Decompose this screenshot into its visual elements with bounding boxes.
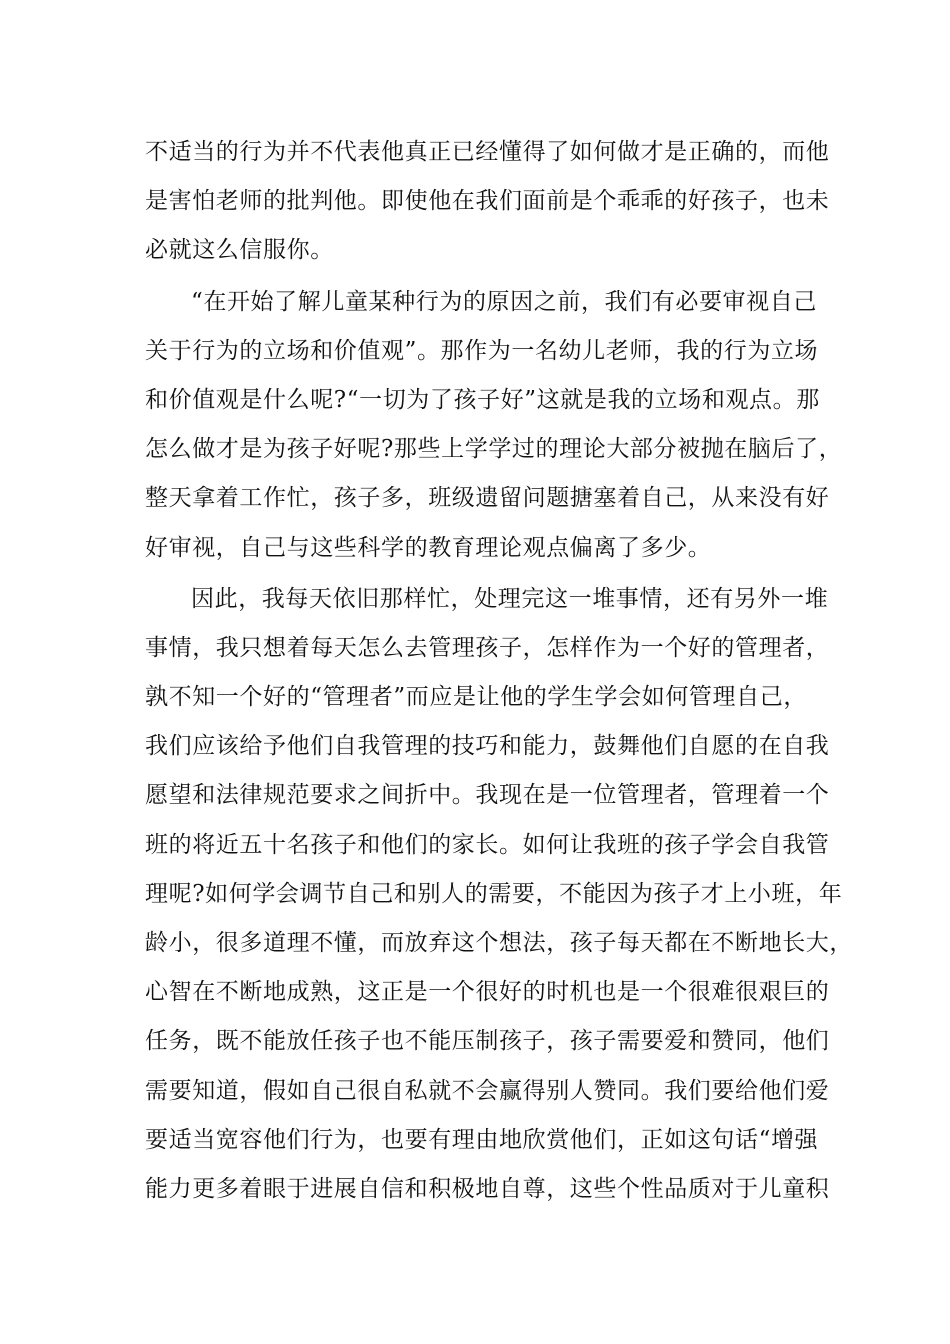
text-line: 和价值观是什么呢?“一切为了孩子好”这就是我的立场和观点。那 [145,386,820,413]
paragraph-1 [145,128,830,276]
text-line: 愿望和法律规范要求之间折中。我现在是一位管理者，管理着一个 [145,782,830,809]
text-line: 因此，我每天依旧那样忙，处理完这一堆事情，还有另外一堆 [191,585,829,612]
text-line: 事情，我只想着每天怎么去管理孩子，怎样作为一个好的管理者， [145,634,830,661]
text-line: 心智在不断地成熟，这正是一个很好的时机也是一个很难很艰巨的 [145,979,830,1006]
text-line: 要适当宽容他们行为，也要有理由地欣赏他们，正如这句话“增强 [145,1126,819,1153]
text-line: 必就这么信服你。 [145,237,334,264]
text-line: 我们应该给予他们自我管理的技巧和能力，鼓舞他们自愿的在自我 [145,733,830,760]
paragraph-2 [145,278,843,573]
text-line: 整天拿着工作忙，孩子多，班级遗留问题搪塞着自己，从来没有好 [145,485,830,512]
text-line: 班的将近五十名孩子和他们的家长。如何让我班的孩子学会自我管 [145,831,830,858]
text-line: 孰不知一个好的“管理者”而应是让他的学生学会如何管理自己， [145,684,807,711]
text-line: 理呢?如何学会调节自己和别人的需要，不能因为孩子才上小班，年 [145,880,843,907]
text-line: 是害怕老师的批判他。即使他在我们面前是个乖乖的好孩子，也未 [145,188,830,215]
text-line: “在开始了解儿童某种行为的原因之前，我们有必要审视自己 [191,288,817,315]
paragraph-3 [145,575,853,1214]
document-body [145,128,853,1216]
text-line: 能力更多着眼于进展自信和积极地自尊，这些个性品质对于儿童积 [145,1175,830,1202]
text-line: 不适当的行为并不代表他真正已经懂得了如何做才是正确的，而他 [145,139,830,165]
text-line: 怎么做才是为孩子好呢?那些上学学过的理论大部分被抛在脑后了， [145,436,843,463]
text-line: 任务，既不能放任孩子也不能压制孩子，孩子需要爱和赞同，他们 [145,1028,830,1055]
text-line: 好审视，自己与这些科学的教育理论观点偏离了多少。 [145,534,712,561]
text-line: 关于行为的立场和价值观”。那作为一名幼儿老师，我的行为立场 [145,337,819,364]
text-line: 龄小，很多道理不懂，而放弃这个想法，孩子每天都在不断地长大， [145,930,853,956]
text-line: 需要知道，假如自己很自私就不会赢得别人赞同。我们要给他们爱 [145,1077,830,1104]
